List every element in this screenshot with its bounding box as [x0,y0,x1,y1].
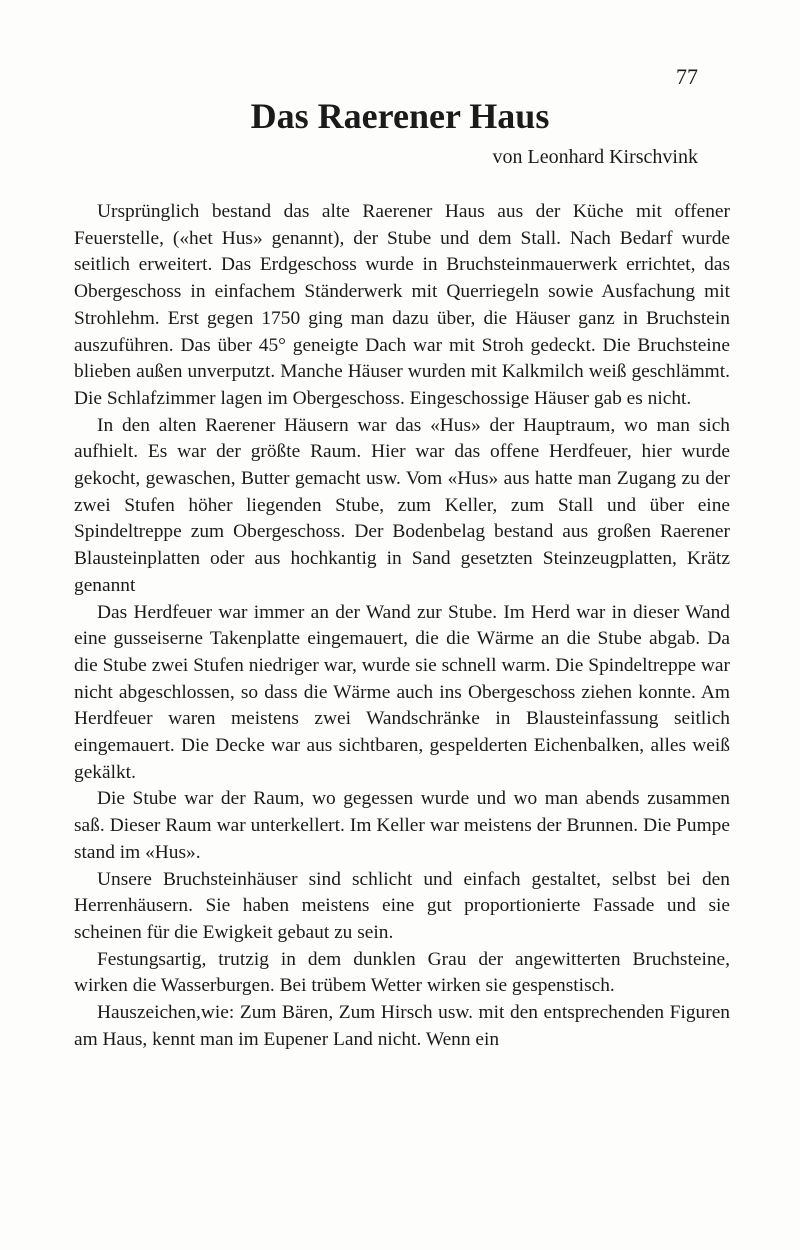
paragraph: Ursprünglich bestand das alte Raerener Haus aus der Küche mit offener Feuerstelle, («het Hus» genannt), der Stube und dem Stall. Nach Bedarf wurde seitlich erweitert. Das Erdgeschoss wurde in Bruchsteinmauerwerk errichtet, das Obergeschoss in einfachem Ständerwerk mit Querriegeln sowie Ausfachung mit Strohlehm. Erst gegen 1750 ging man dazu über, die Häuser ganz in Bruchstein auszuführen. Das über 45° geneigte Dach war mit Stroh gedeckt. Die Bruchsteine blieben außen unverputzt. Manche Häuser wurden mit Kalkmilch weiß geschlämmt. Die Schlafzimmer lagen im Obergeschoss. Eingeschossige Häuser gab es nicht. [74,201,730,409]
paragraph: In den alten Raerener Häusern war das «Hus» der Hauptraum, wo man sich aufhielt. Es war der größte Raum. Hier war das offene Herdfeuer, hier wurde gekocht, gewaschen, Butter gemacht usw. Vom «Hus» aus hatte man Zugang zu der zwei Stufen höher liegenden Stube, zum Keller, zum Stall und über eine Spindeltreppe zum Obergeschoss. Der Bodenbelag bestand aus großen Raerener Blausteinplatten oder aus hochkantig in Sand gesetzten Steinzeugplatten, Krätz genannt [74,414,730,596]
paragraph: Die Stube war der Raum, wo gegessen wurde und wo man abends zusammen saß. Dieser Raum war unterkellert. Im Keller war meistens der Brunnen. Die Pumpe stand im «Hus». [74,788,730,863]
paragraph: Das Herdfeuer war immer an der Wand zur Stube. Im Herd war in dieser Wand eine gusseiserne Takenplatte eingemauert, die die Wärme an die Stube abgab. Da die Stube zwei Stufen niedriger war, wurde sie schnell warm. Die Spindeltreppe war nicht abgeschlossen, so dass die Wärme auch ins Obergeschoss ziehen konnte. Am Herdfeuer waren meistens zwei Wandschränke in Blausteinfassung seitlich eingemauert. Die Decke war aus sichtbaren, gespelderten Eichenbalken, alles weiß gekälkt. [74,601,730,783]
author-line: von Leonhard Kirschvink [492,146,698,168]
paragraph: Hauszeichen,wie: Zum Bären, Zum Hirsch usw. mit den entsprechenden Figuren am Haus, kennt man im Eupener Land nicht. Wenn ein [74,1002,730,1050]
page-number: 77 [676,64,698,89]
page-title: Das Raerener Haus [250,96,550,136]
paragraph: Unsere Bruchsteinhäuser sind schlicht und einfach gestaltet, selbst bei den Herrenhäusern. Sie haben meistens eine gut proportionierte Fassade und sie scheinen für die Ewigkeit gebaut zu sein. [74,868,730,943]
paragraph: Festungsartig, trutzig in dem dunklen Grau der angewitterten Bruchsteine, wirken die Wasserburgen. Bei trübem Wetter wirken sie gespenstisch. [74,948,730,997]
article-body [74,199,730,1054]
